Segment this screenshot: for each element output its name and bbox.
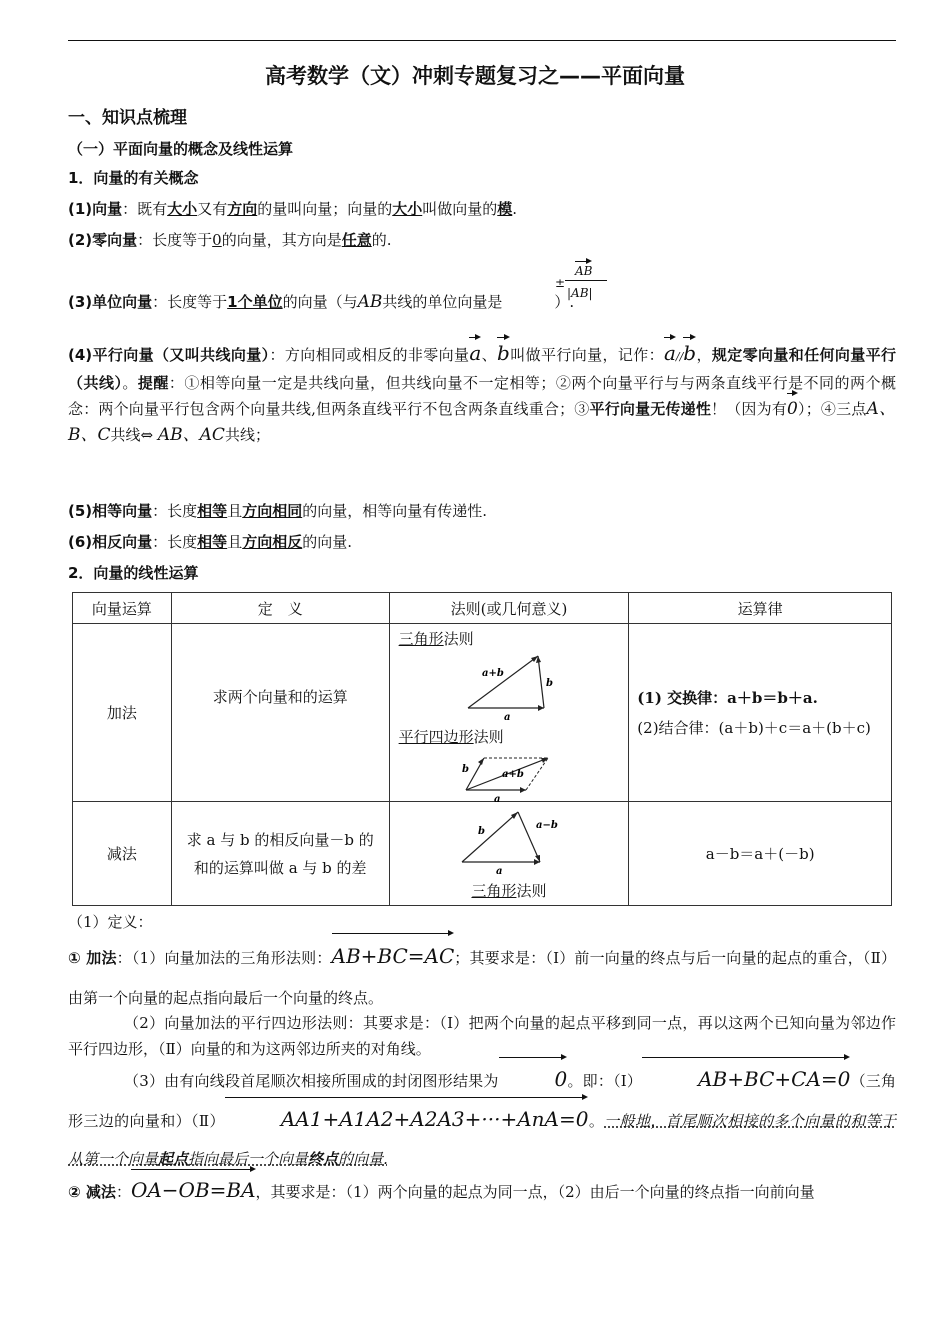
top-rule (68, 40, 896, 41)
cell-add-rule (389, 624, 629, 805)
law-associative: (2)结合律：(a＋b)＋c＝a＋(b＋c) (637, 718, 871, 737)
concept-unit-vector: (3)单位向量：长度等于1个单位的向量（与AB共线的单位向量是 ）. (68, 292, 575, 312)
cell-add-name: 加法 (73, 624, 172, 802)
cell-sub-def: 求 a 与 b 的相反向量－b 的和的运算叫做 a 与 b 的差 (171, 802, 389, 906)
fraction-bar (565, 280, 607, 281)
cell-sub-name: 减法 (73, 802, 172, 906)
header-laws: 运算律 (629, 593, 892, 624)
concept-equal-vector: (5)相等向量：长度相等且方向相同的向量，相等向量有传递性. (68, 502, 487, 520)
concept-opposite-vector: (6)相反向量：长度相等且方向相反的向量. (68, 533, 352, 551)
cell-add-def: 求两个向量和的运算 (171, 624, 389, 802)
svg-text:a: a (495, 866, 503, 877)
parallelogram-rule-diagram (460, 750, 570, 805)
sub-rule-label: 三角形法则 (471, 882, 547, 900)
concept-vector: (1)向量：既有大小又有方向的量叫向量；向量的大小叫做向量的模. (68, 200, 518, 218)
definition-addition: ① 加法：（1）向量加法的三角形法则：AB+BC=AC；其要求是：（Ⅰ）前一向量的终点与后一向量的起点的重合，（Ⅱ）由第一个向量的起点指向最后一个向量的终点。 (68, 936, 896, 1018)
page-title: 高考数学（文）冲刺专题复习之——平面向量 (265, 64, 685, 88)
header-operation: 向量运算 (73, 593, 172, 624)
definition-parallelogram: （2）向量加法的平行四边形法则：其要求是：（Ⅰ）把两个向量的起点平移到同一点，再以这两个已知向量为邻边作平行四边形，（Ⅱ）向量的和为这两邻边所夹的对角线。 (68, 1014, 896, 1058)
svg-text:b: b (477, 826, 485, 837)
subsection-heading: （一）平面向量的概念及线性运算 (68, 140, 294, 158)
linear-operations-table (72, 592, 892, 906)
table-header-row (73, 593, 892, 624)
concept-zero-vector: (2)零向量：长度等于0的向量，其方向是任意的. (68, 231, 392, 249)
triangle-rule-diagram (460, 650, 560, 723)
header-rule: 法则(或几何意义) (389, 593, 629, 624)
svg-text:a+b: a+b (481, 668, 504, 679)
header-definition: 定 义 (171, 593, 389, 624)
svg-text:b: b (545, 678, 553, 689)
definition-closed-figure: （3）由有向线段首尾顺次相接所围成的封闭图形结果为 0。即：（Ⅰ） AB+BC+CA=0（三角形三边的向量和）（Ⅱ） AA1+A1A2+A2A3+···+AnA=0。一般地，首尾顺次相接的多个向量的和等于从第一个向量起点指向最后一个向量终点的向量. (68, 1060, 896, 1178)
svg-text:b: b (461, 764, 469, 775)
subtraction-triangle-diagram (456, 808, 566, 877)
topic-heading-linear-ops: 2．向量的线性运算 (68, 564, 199, 582)
section-heading: 一、知识点梳理 (68, 108, 187, 128)
concept-parallel-vector: (4)平行向量（又叫共线向量）：方向相同或相反的非零向量a、b叫做平行向量，记作：a//b，规定零向量和任何向量平行（共线）。提醒：①相等向量一定是共线向量，但共线向量不一定相等；②两个向量平行与与两条直线平行是不同的两个概念：两个向量平行包含两个向量共线,但两条直线平行不包含两条直线重合；③平行向量无传递性！（因为有0）；④三点A、B、C共线⇔ AB、AC共线； (68, 341, 896, 445)
definition-heading: （1）定义： (68, 913, 153, 931)
svg-text:a: a (503, 712, 511, 723)
svg-text:a−b: a−b (535, 820, 558, 831)
svg-text:a: a (493, 794, 501, 805)
add-rule-triangle-label: 三角形法则 (398, 630, 474, 648)
definition-subtraction: ② 减法：OA−OB=BA，其要求是：（1）两个向量的起点为同一点，（2）由后一个向量的终点指一向前向量 (68, 1172, 896, 1210)
law-commutative: (1) 交换律：a＋b＝b＋a. (637, 688, 818, 707)
table-row-addition (73, 624, 892, 802)
topic-heading-concepts: 1．向量的有关概念 (68, 169, 199, 187)
general-note: 一般地，首尾顺次相接的多个向量的和等于从第一个向量起点指向最后一个向量终点的向量. (68, 1112, 896, 1168)
cell-sub-rule (389, 802, 629, 906)
cell-add-laws (629, 624, 892, 802)
svg-text:a+b: a+b (501, 769, 524, 780)
table-row-subtraction (73, 802, 892, 906)
add-rule-parallelogram-label: 平行四边形法则 (398, 728, 504, 746)
cell-sub-law: a－b＝a＋(－b) (629, 802, 892, 906)
